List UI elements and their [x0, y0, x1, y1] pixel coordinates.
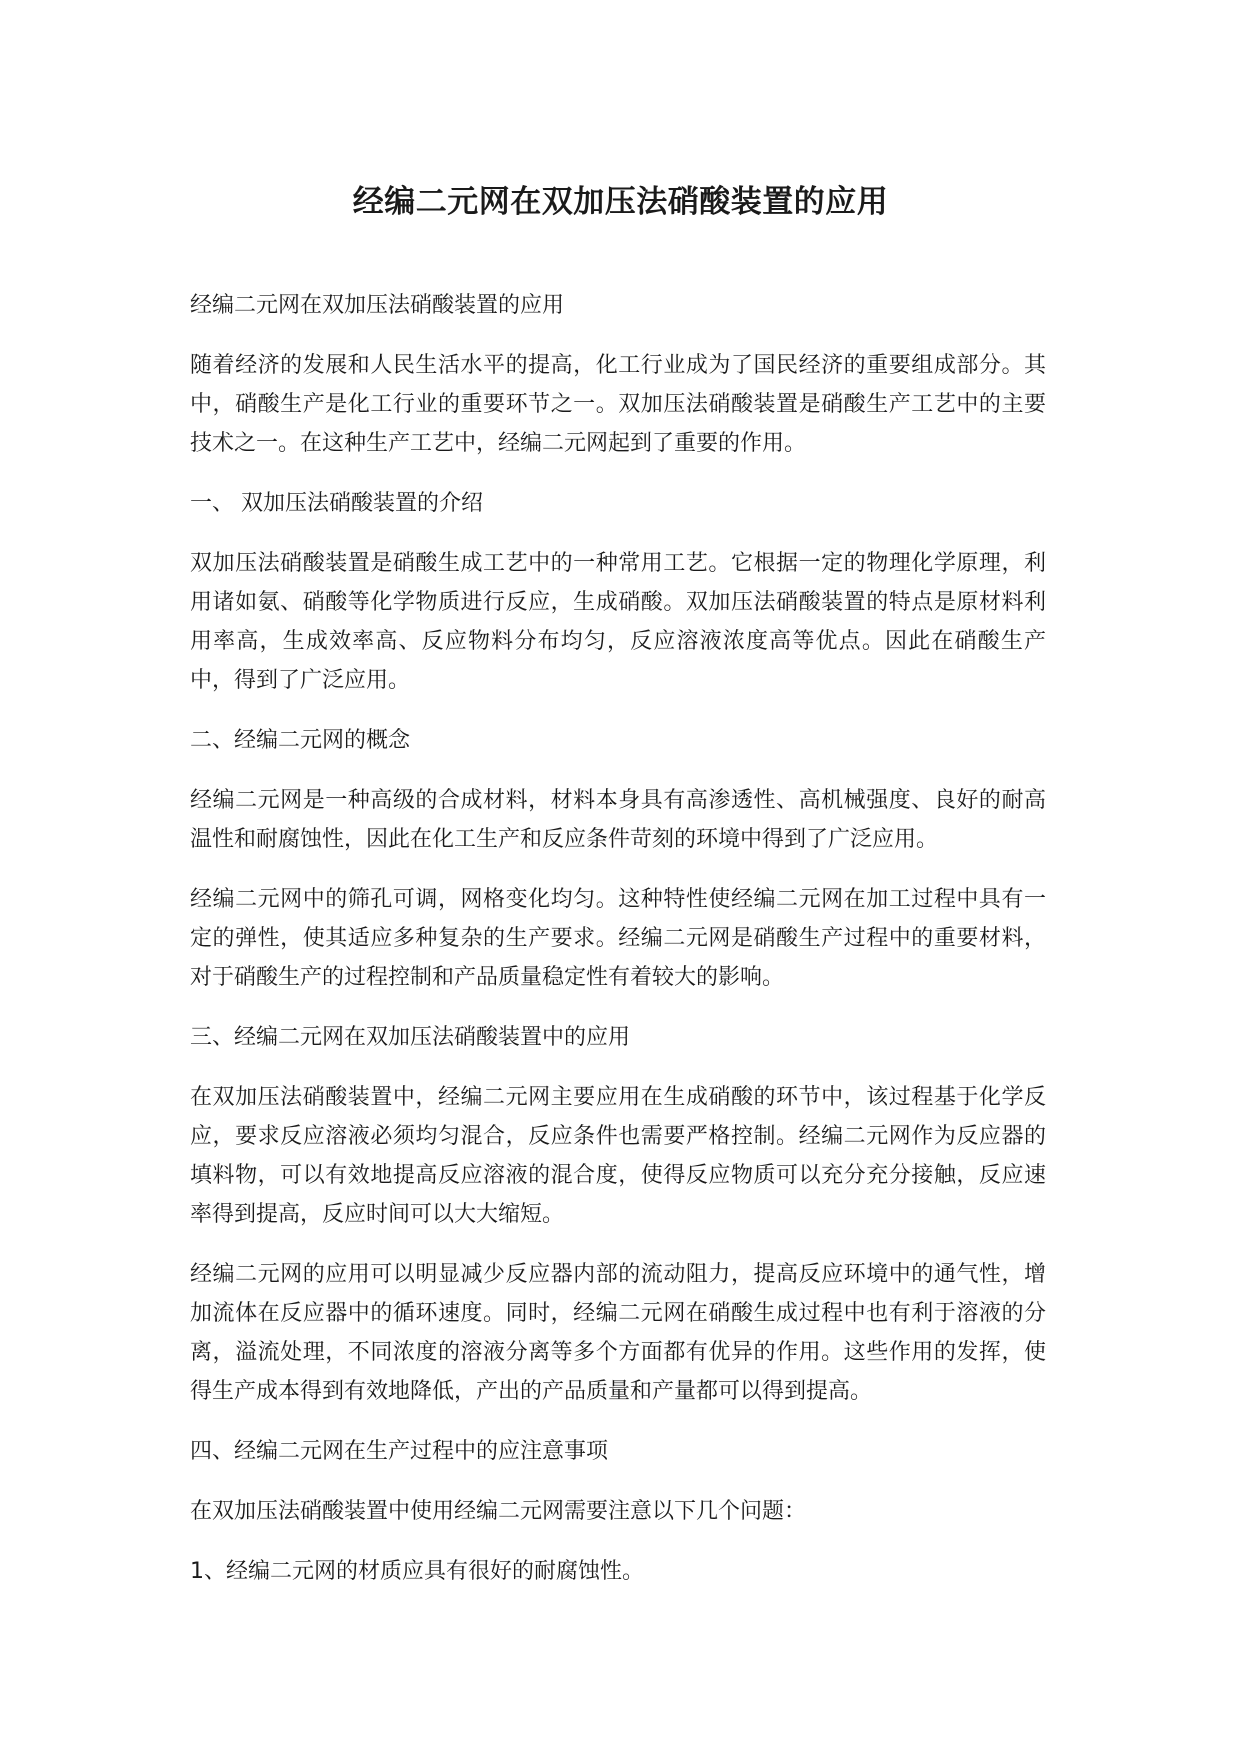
section-3-paragraph-2: 经编二元网的应用可以明显减少反应器内部的流动阻力，提高反应环境中的通气性，增加流体在反应器中的循环速度。同时，经编二元网在硝酸生成过程中也有利于溶液的分离，溢流处理，不同浓度的溶液分离等多个方面都有优异的作用。这些作用的发挥，使得生产成本得到有效地降低，产出的产品质量和产量都可以得到提高。 [190, 1262, 1046, 1404]
section-3-heading: 三、经编二元网在双加压法硝酸装置中的应用 [190, 1025, 631, 1050]
section-3-paragraph-1: 在双加压法硝酸装置中，经编二元网主要应用在生成硝酸的环节中，该过程基于化学反应，要求反应溶液必须均匀混合，反应条件也需要严格控制。经编二元网作为反应器的填料物，可以有效地提高反应溶液的混合度，使得反应物质可以充分充分接触，反应速率得到提高，反应时间可以大大缩短。 [190, 1085, 1046, 1227]
section-4-heading: 四、经编二元网在生产过程中的应注意事项 [190, 1439, 609, 1464]
document-body [190, 286, 1046, 1612]
subtitle-paragraph: 经编二元网在双加压法硝酸装置的应用 [190, 293, 565, 318]
section-2-paragraph-2: 经编二元网中的筛孔可调，网格变化均匀。这种特性使经编二元网在加工过程中具有一定的弹性，使其适应多种复杂的生产要求。经编二元网是硝酸生产过程中的重要材料，对于硝酸生产的过程控制和产品质量稳定性有着较大的影响。 [190, 887, 1046, 990]
section-2-heading: 二、经编二元网的概念 [190, 728, 411, 753]
section-1-paragraph-1: 双加压法硝酸装置是硝酸生成工艺中的一种常用工艺。它根据一定的物理化学原理，利用诸如氨、硝酸等化学物质进行反应，生成硝酸。双加压法硝酸装置的特点是原材料利用率高，生成效率高、反应物料分布均匀，反应溶液浓度高等优点。因此在硝酸生产中，得到了广泛应用。 [190, 551, 1046, 693]
intro-paragraph: 随着经济的发展和人民生活水平的提高，化工行业成为了国民经济的重要组成部分。其中，硝酸生产是化工行业的重要环节之一。双加压法硝酸装置是硝酸生产工艺中的主要技术之一。在这种生产工艺中，经编二元网起到了重要的作用。 [190, 353, 1046, 456]
section-4-paragraph-1: 在双加压法硝酸装置中使用经编二元网需要注意以下几个问题： [190, 1499, 807, 1524]
section-1-heading: 一、 双加压法硝酸装置的介绍 [190, 491, 483, 516]
section-2-paragraph-1: 经编二元网是一种高级的合成材料，材料本身具有高渗透性、高机械强度、良好的耐高温性和耐腐蚀性，因此在化工生产和反应条件苛刻的环境中得到了广泛应用。 [190, 788, 1046, 852]
document-title: 经编二元网在双加压法硝酸装置的应用 [352, 184, 889, 220]
section-4-list-item-1: 1、经编二元网的材质应具有很好的耐腐蚀性。 [190, 1559, 644, 1584]
